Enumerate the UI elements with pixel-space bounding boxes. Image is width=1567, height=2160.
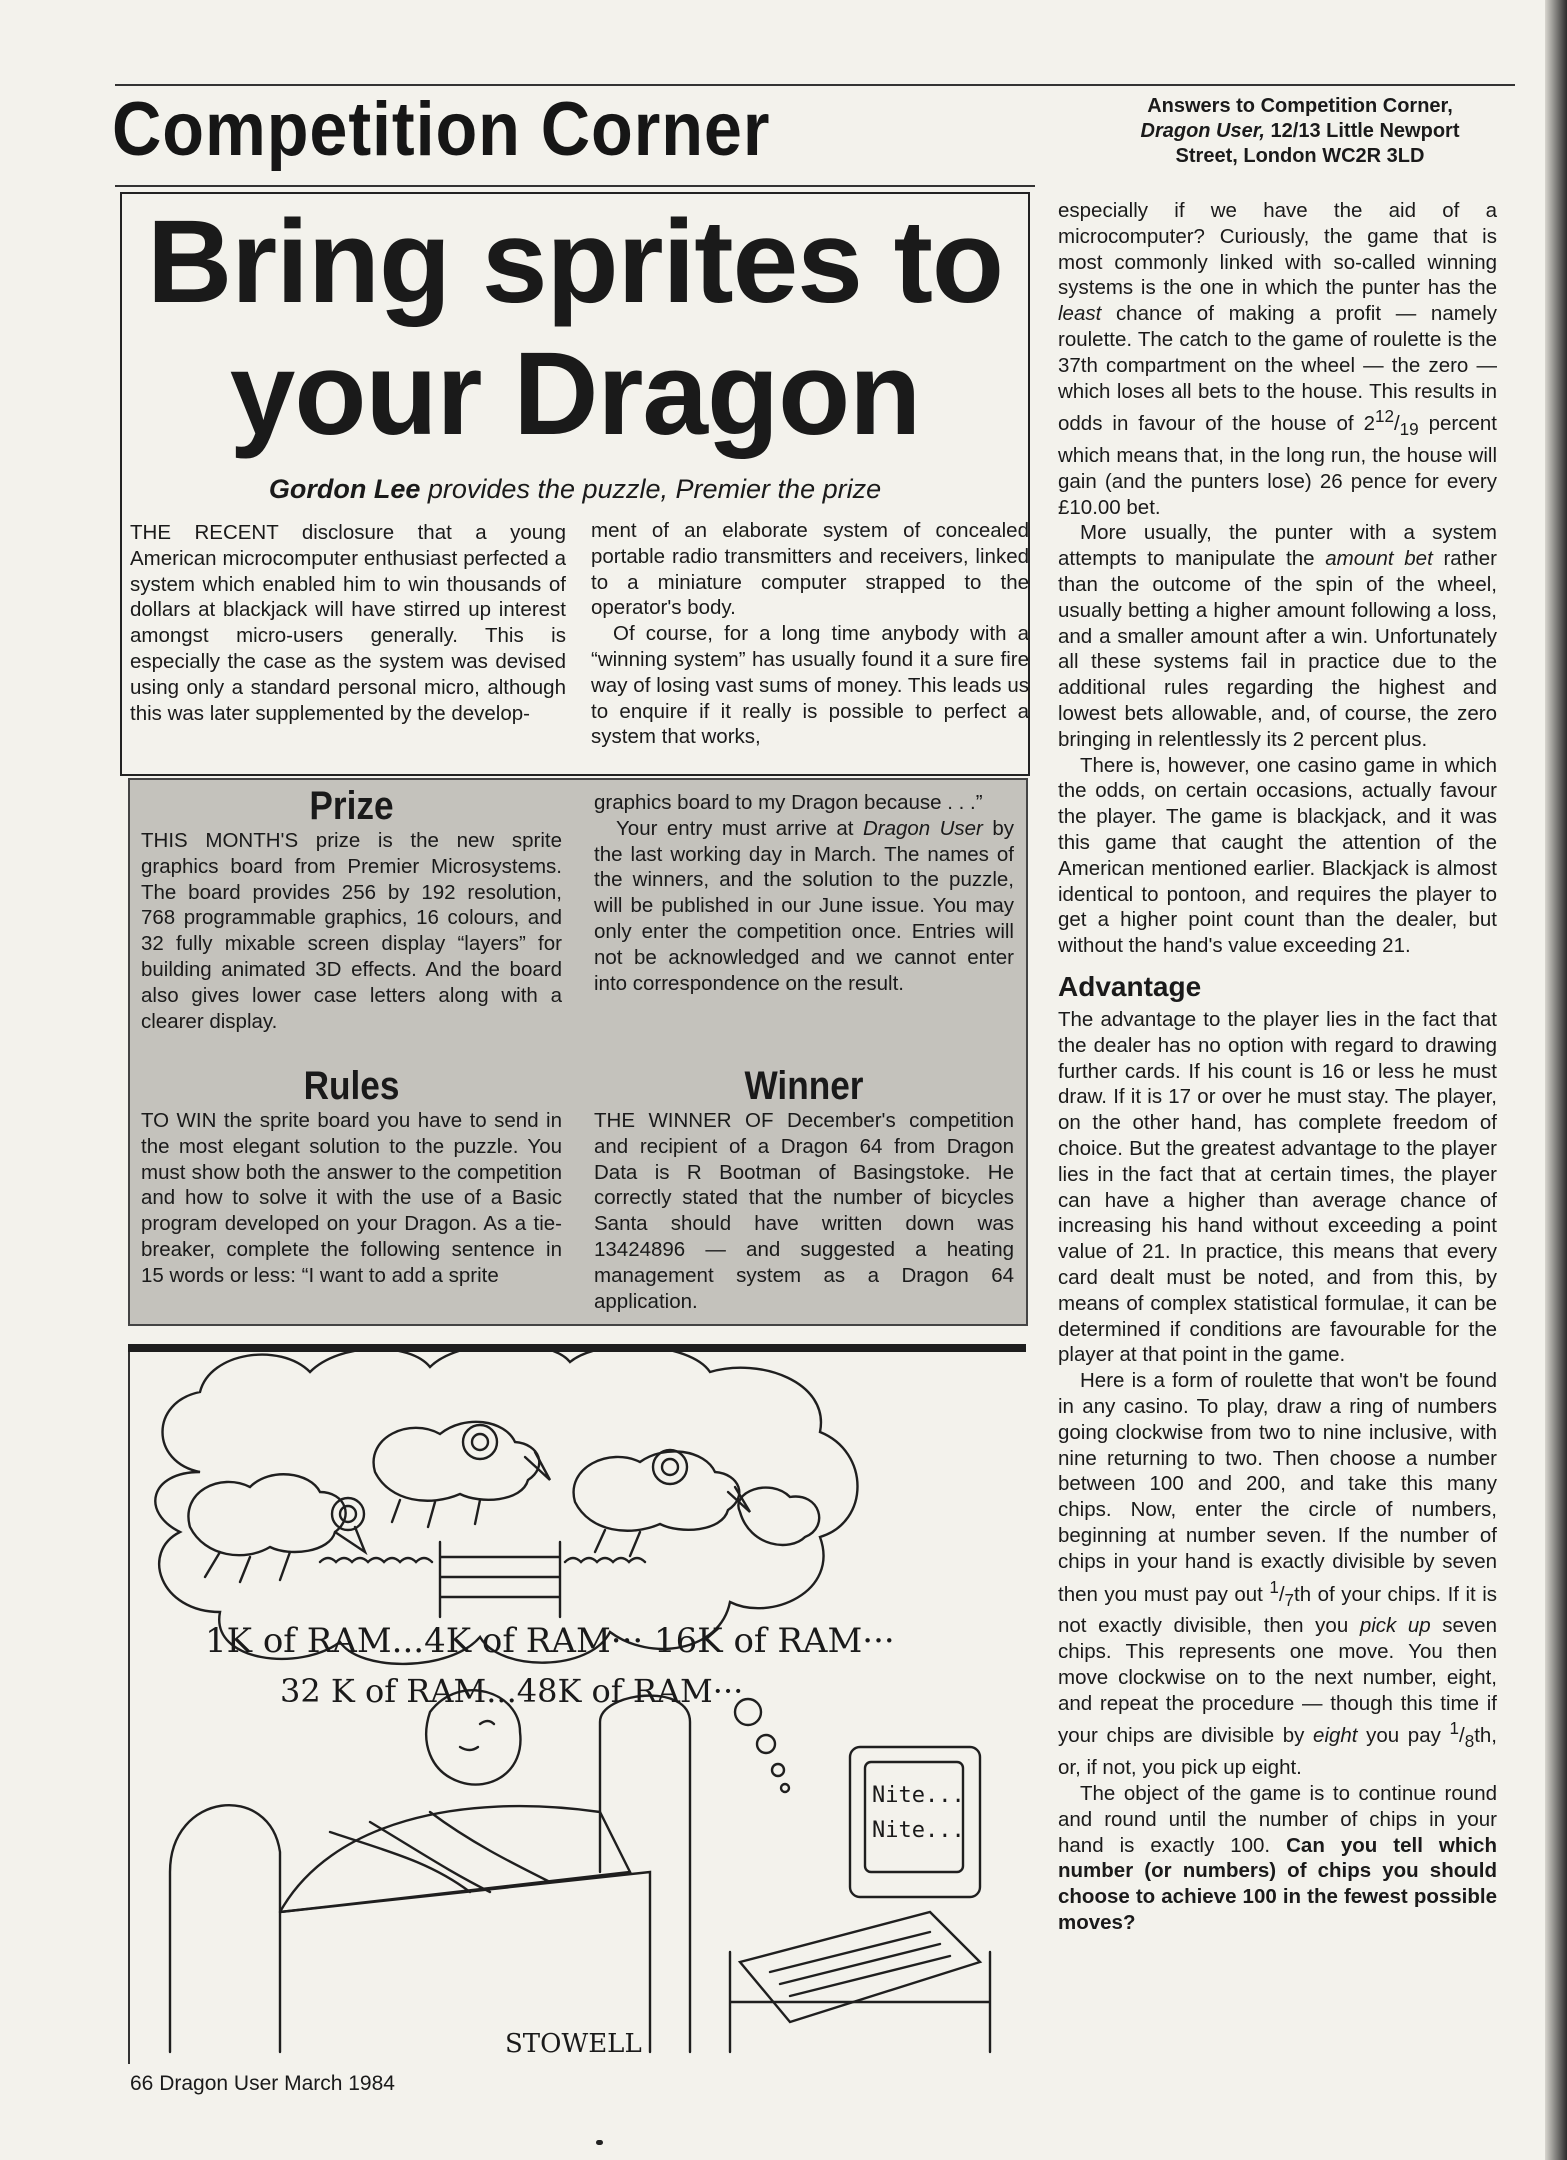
prize-section (141, 784, 562, 1034)
answers-line1: Answers to Competition Corner, (1147, 95, 1453, 117)
p2-text-a: More usually, the punter with a system attempts to manipulate the (1058, 521, 1497, 571)
headline (120, 196, 1030, 460)
byline (120, 474, 1030, 505)
intro-paragraph-2: Of course, for a long time anybody with a “winning system” has usually found it a sure fire way of losing vast sums of money. This leads us to enquire if it really is possible to perfect a system that works, (591, 622, 1029, 749)
entry-magazine: Dragon User (862, 816, 983, 840)
sheep-icon (188, 1474, 345, 1555)
p6-text: The object of the game is to continue round and round until the number of chips in your hand is exactly 100. (1058, 1781, 1497, 1857)
answers-address (1080, 94, 1520, 169)
question-paragraph (1058, 1781, 1497, 1936)
p1-fraction-slash: / (1393, 412, 1400, 436)
roulette-paragraph (1058, 198, 1497, 520)
headline-line1: Bring sprites to (147, 196, 1003, 328)
p2-emphasis: amount bet (1325, 547, 1433, 571)
winner-heading: Winner (744, 1064, 864, 1108)
sheep-icon-3 (574, 1451, 740, 1530)
tie-break-continued: graphics board to my Dragon because . . .” (594, 791, 983, 814)
section-title: Competition Corner (112, 87, 771, 172)
intro-column-a (130, 520, 566, 726)
p1-emphasis: least (1058, 302, 1102, 326)
answers-street: 12/13 Little Newport (1264, 120, 1460, 142)
p5-text-b: th of your chips. If it is not exactly divisible, then you (1058, 1582, 1498, 1638)
cartoon-caption-line2: 32 K of RAM...48K of RAM··· (280, 1672, 744, 1710)
right-column (1058, 198, 1497, 1936)
sheep-icon-2 (374, 1422, 540, 1501)
p5-text-a: Here is a form of roulette that won't be found in any casino. To play, draw a ring of numbers going clockwise from two to nine inclusive, with nine returning to two. Then choose a number between 100 and 200, and take this many chips. Now, enter the circle of numbers, beginning at number seven. If the number of chips in your hand is exactly divisible by seven then you must pay out (1058, 1369, 1497, 1606)
winner-text: THE WINNER OF December's competition and recipient of a Dragon 64 from Dragon Data is R Bootman of Basingstoke. He correctly stated that the number of bicycles Santa should have written down was 13424896 — and suggested a heating management system as a Dragon 64 application. (594, 1109, 1014, 1313)
entry-text-a: Your entry must arrive at (616, 816, 863, 840)
intro-paragraph: THE RECENT disclosure that a young American microcomputer enthusiast perfected a system which enabled him to win thousands of dollars at blackjack will have stirred up interest amongst micro-users generally. This is especially the case as the system was devised using only a standard personal micro, although this was later supplemented by the develop- (130, 521, 566, 725)
advantage-subhead: Advantage (1058, 971, 1202, 1003)
competition-question: Can you tell which number (or numbers) of chips you should choose to achieve 100 in the fewest possible moves? (1058, 1833, 1497, 1934)
prize-continued (594, 790, 1014, 996)
byline-text: provides the puzzle, Premier the prize (420, 474, 882, 504)
page-edge-shadow (1545, 0, 1567, 2160)
entry-text-b: by the last working day in March. The names of the winners, and the solution to the puzzle, will be published in our June issue. You may only enter the competition once. Entries will not be acknowledged and we cannot enter into correspondence on the result. (594, 816, 1014, 995)
thought-cloud-icon (155, 1352, 857, 1664)
p5-fraction1-den: 7 (1284, 1590, 1295, 1610)
p1-text-b: chance of making a profit — namely roulette. The catch to the game of roulette is the 37th compartment on the wheel — the zero — which loses all bets to the house. This results in odds in favour of the house of 2 (1058, 302, 1497, 436)
cartoon-rule (128, 1344, 1026, 1352)
intro-column-b (591, 518, 1029, 750)
cartoon-drawing (130, 1352, 1026, 2064)
keyboard-icon (740, 1912, 980, 2022)
header-rule (115, 185, 1035, 187)
print-speck (596, 2140, 603, 2145)
p5-emphasis-2: eight (1313, 1724, 1358, 1748)
prize-text: THIS MONTH'S prize is the new sprite graphics board from Premier Microsystems. The board provides 256 by 192 resolution, 768 programmable graphics, 16 colours, and 32 fully mixable screen display “layers” for building animated 3D effects. And the board also gives lower case letters along with a clearer display. (141, 829, 562, 1033)
advantage-paragraph: The advantage to the player lies in the fact that the dealer has no option with regard to drawing further cards. If his count is 16 or less he must draw. If it is 17 or over he must stay. The player, on the other hand, has complete freedom of choice. But the greatest advantage to the player lies in the fact that at certain times, the player can have a higher than average chance of increasing his hand without exceeding a point value of 21. In practice, this means that every card dealt must be noted, and from this, by means of complex statistical formulae, it can be determined if conditions are favourable for the player at that point in the game. (1058, 1008, 1497, 1367)
cartoon (128, 1352, 1026, 2064)
screen-text-line2: Nite... (872, 1818, 965, 1843)
entry-rules-text (594, 816, 1014, 997)
betting-paragraph (1058, 520, 1497, 752)
p5-fraction2-den: 8 (1464, 1732, 1475, 1752)
p5-text-d: you pay (1357, 1724, 1450, 1748)
answers-magazine: Dragon User, (1140, 120, 1265, 142)
cartoon-caption-line1: 1K of RAM...4K of RAM··· 16K of RAM··· (205, 1621, 895, 1661)
artist-signature: STOWELL (505, 2029, 642, 2059)
p5-fraction1-num: 1 (1269, 1577, 1279, 1597)
p5-text-c: seven chips. This represents one move. You then move clockwise on to the next number, eight, and repeat the procedure — though this time if your chips are divisible by (1058, 1614, 1497, 1748)
p2-text-b: rather than the outcome of the spin of the wheel, usually betting a higher amount following a loss, and a smaller amount after a win. Unfortunately all these systems fail in practice due to the additional rules regarding the highest and lowest bets allowable, and, of course, the zero bringing in relentlessly its 2 percent plus. (1058, 547, 1498, 751)
puzzle-paragraph: Here is a form of roulette that won't be found in any casino. To play, draw a ring of numbers going clockwise from two to nine inclusive, with nine returning to two. Then choose a number between 100 and 200, and take this many chips. Now, enter the circle of numbers, beginning at number seven. If the number of chips in your hand is exactly divisible by seven then you must pay out $^1/_7th$ of your chips. If it is not exactly divisible, then you pick up seven chips. This represents one move. You then move clockwise on to the next number, eight, and repeat the procedure — though this time if your chips are divisible by eight you pay $^1/_8th$, or, if not, you pick up eight. (1058, 1369, 1498, 1780)
byline-author: Gordon Lee (268, 474, 421, 504)
page-folio: 66 Dragon User March 1984 (130, 2072, 395, 2095)
fence-icon (440, 1542, 560, 1617)
screen-text-line1: Nite... (872, 1783, 965, 1808)
p5-emphasis-1: pick up (1359, 1614, 1431, 1638)
top-rule (115, 84, 1515, 86)
rules-heading: Rules (303, 1064, 400, 1108)
blackjack-paragraph: There is, however, one casino game in which the odds, on certain occasions, actually favour the player. The game is blackjack, and it was this game that caught the attention of the American mentioned earlier. Blackjack is almost identical to pontoon, and requires the player to get a higher point count than the dealer, but without the hand's value exceeding 21. (1058, 753, 1497, 958)
winner-section (594, 1064, 1014, 1314)
p1-text-c: percent which means that, in the long run, the house will gain (and the punters lose) 26 pence for every £10.00 bet. (1058, 412, 1497, 519)
answers-line2 (1080, 119, 1520, 144)
rules-text: TO WIN the sprite board you have to send in the most elegant solution to the puzzle. You must show both the answer to the competition and how to solve it with the use of a Basic program developed on your Dragon. As a tie-breaker, complete the following sentence in 15 words or less: “I want to add a sprite (141, 1109, 562, 1287)
intro-paragraph-continued: ment of an elaborate system of concealed portable radio transmitters and receivers, linked to a miniature computer strapped to the operator's body. (591, 519, 1029, 620)
answers-line3: Street, London WC2R 3LD (1175, 145, 1425, 167)
p5-text-e: th, or, if not, you pick up eight. (1058, 1724, 1497, 1780)
prize-heading: Prize (309, 784, 394, 828)
p1-fraction-sup: 12 (1374, 407, 1394, 427)
headline-line2: your Dragon (229, 328, 921, 460)
p5-fraction2-num: 1 (1449, 1719, 1459, 1739)
p1-text-a: especially if we have the aid of a microcomputer? Curiously, the game that is most commonly linked with so-called winning systems is the one in which the punter has the (1058, 199, 1497, 300)
rules-section (141, 1064, 562, 1289)
p1-fraction-sub: 19 (1399, 420, 1419, 440)
